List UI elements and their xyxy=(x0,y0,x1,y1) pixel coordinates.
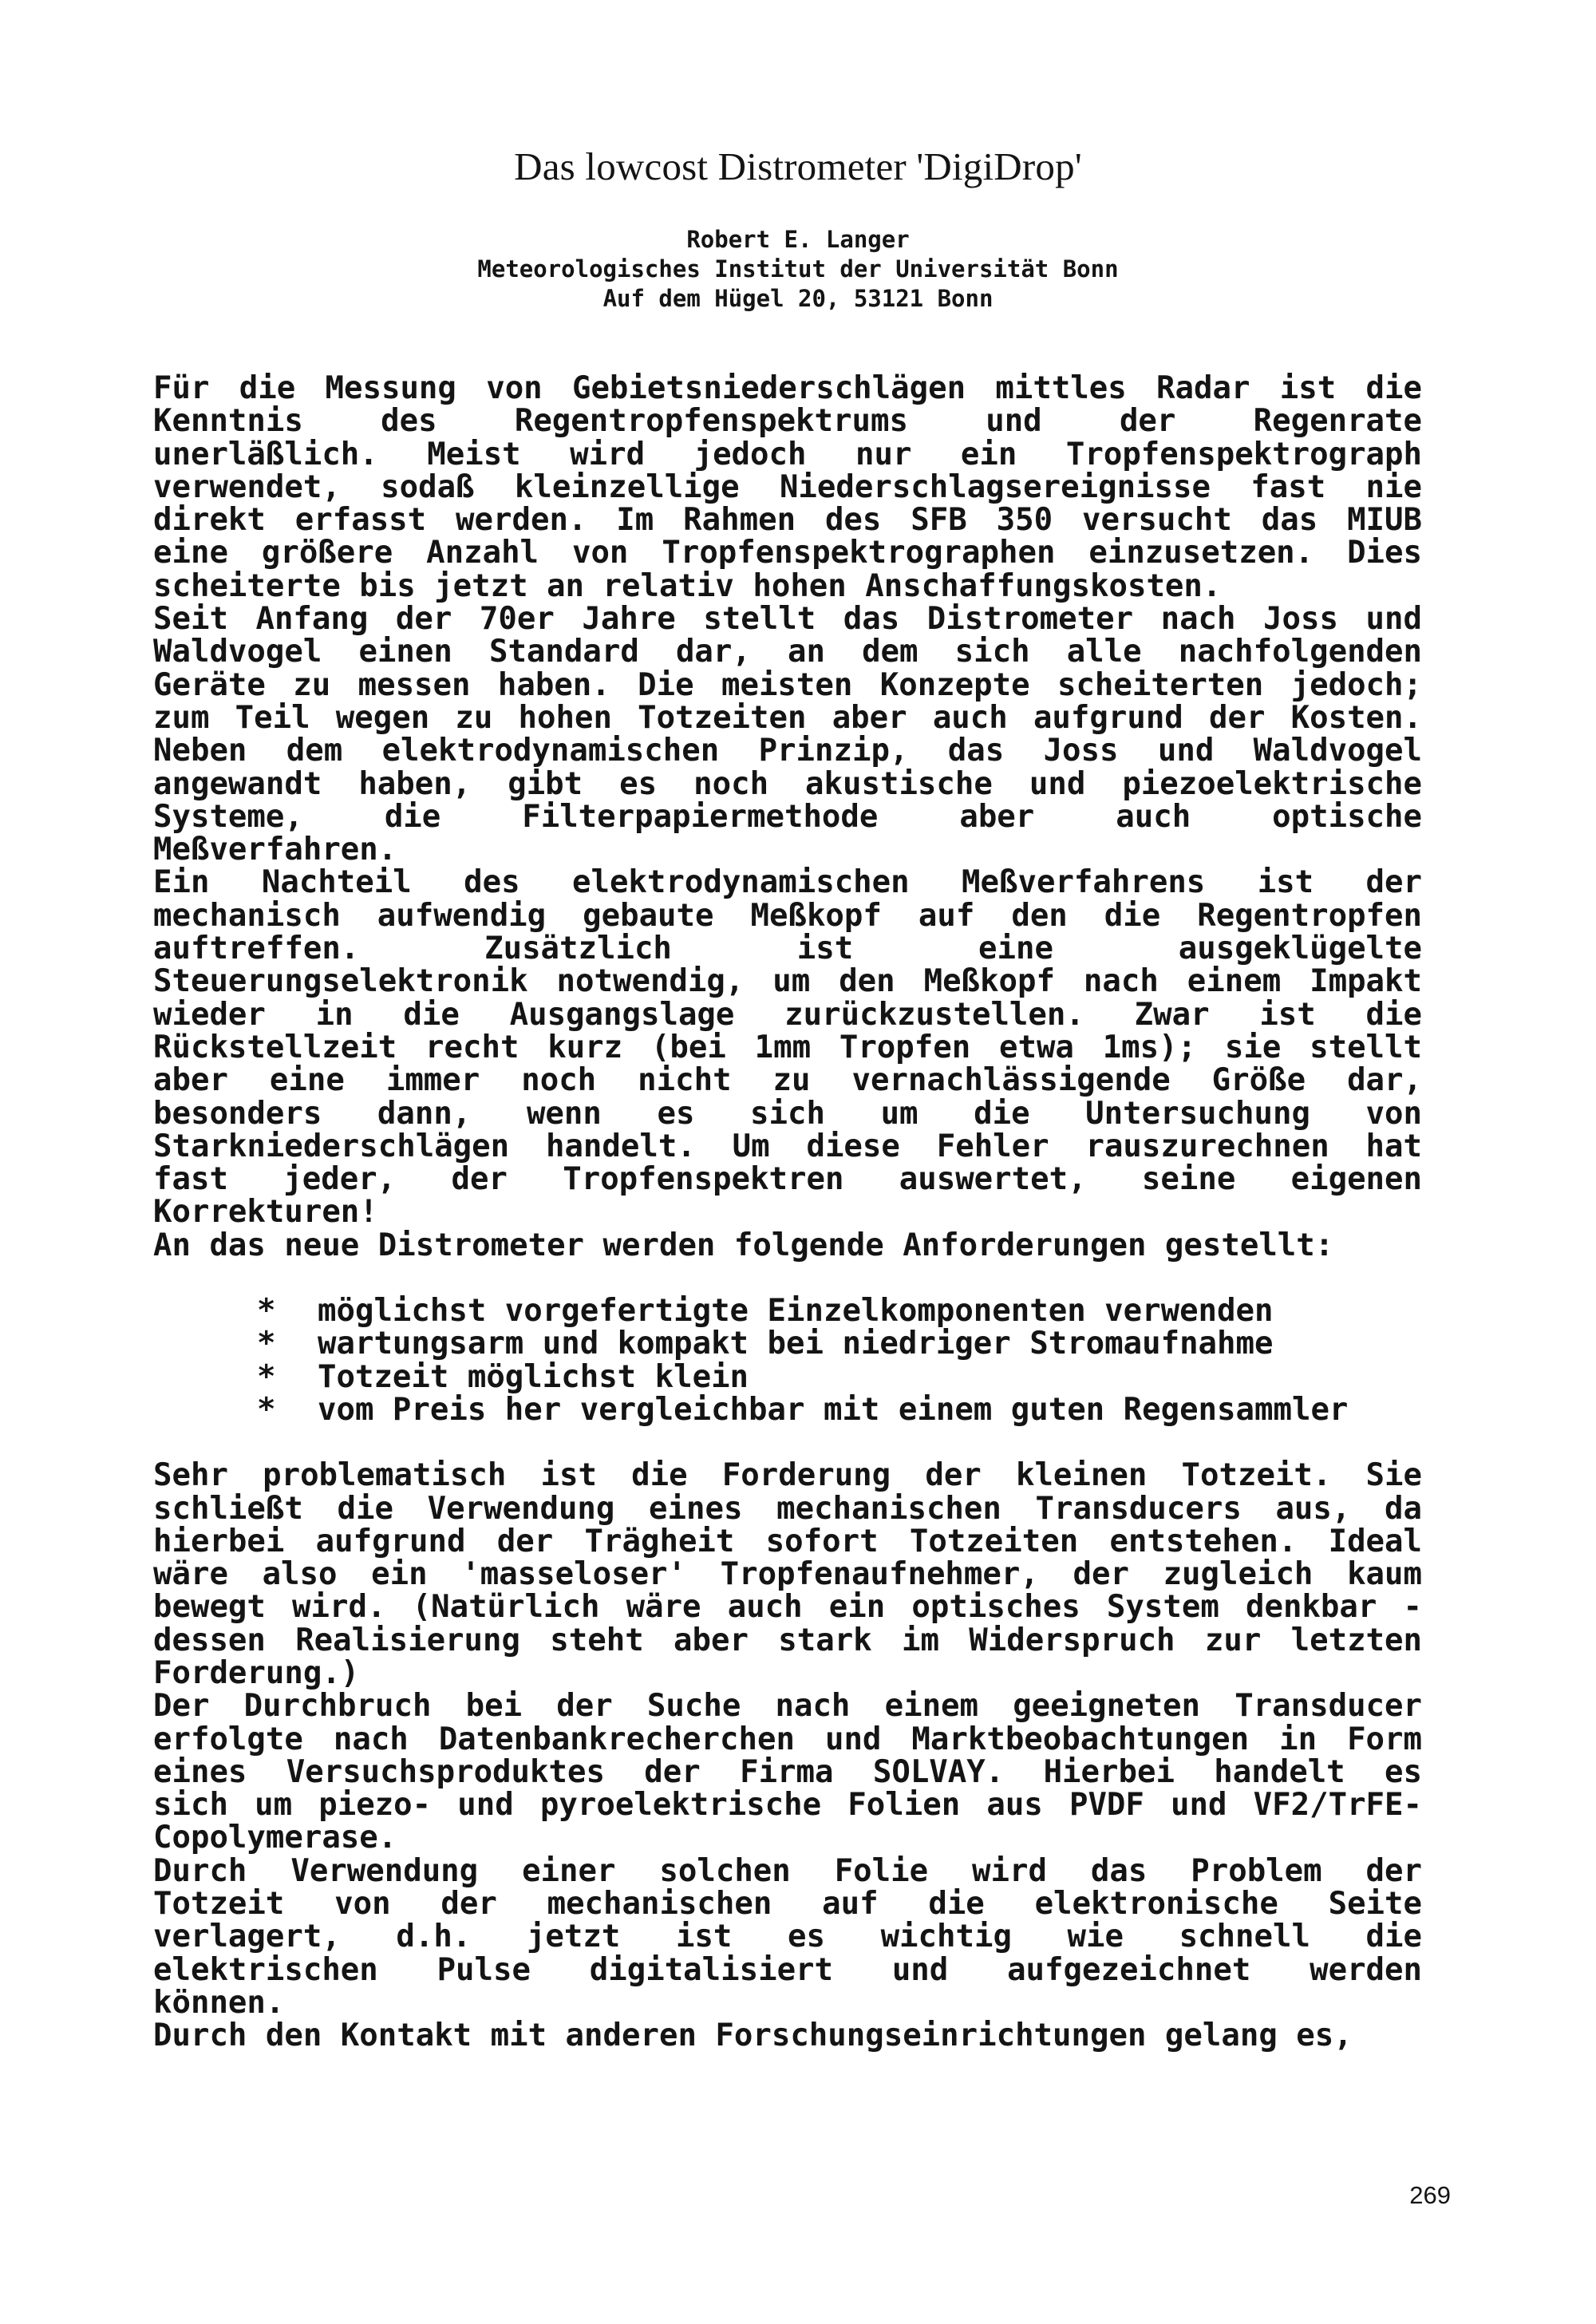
list-item-text: wartungsarm und kompakt bei niedriger Stromaufnahme xyxy=(318,1326,1274,1362)
body-paragraph xyxy=(153,2019,1422,2052)
text-line: schließt die Verwendung eines mechanischen Transducers aus, da xyxy=(153,1490,1422,1527)
text-line: auftreffen. Zusätzlich ist eine ausgeklügelte xyxy=(153,931,1422,967)
text-line: fast jeder, der Tropfenspektren auswertet, seine eigenen xyxy=(153,1161,1422,1198)
text-line: verlagert, d.h. jetzt ist es wichtig wie schnell die xyxy=(153,1919,1422,1955)
text-line: eine größere Anzahl von Tropfenspektrographen einzusetzen. Dies xyxy=(153,535,1422,571)
list-item xyxy=(153,1358,1422,1395)
text-line: Korrekturen! xyxy=(153,1194,378,1231)
text-line: Systeme, die Filterpapiermethode aber auch optische xyxy=(153,798,1422,835)
text-line: unerläßlich. Meist wird jedoch nur ein Tropfenspektrograph xyxy=(153,436,1422,472)
author-name: Robert E. Langer xyxy=(686,226,910,253)
text-line: direkt erfasst werden. Im Rahmen des SFB 350 versucht das MIUB xyxy=(153,502,1422,539)
text-line: besonders dann, wenn es sich um die Untersuchung von xyxy=(153,1095,1422,1132)
requirements-list xyxy=(153,1294,1422,1426)
list-item xyxy=(153,1393,1422,1426)
page-number: 269 xyxy=(1409,2181,1451,2209)
text-line: Geräte zu messen haben. Die meisten Konzepte scheiterten jedoch; xyxy=(153,666,1422,703)
text-line: eines Versuchsproduktes der Firma SOLVAY. Hierbei handelt es xyxy=(153,1753,1422,1790)
author-address: Auf dem Hügel 20, 53121 Bonn xyxy=(602,285,994,312)
body-paragraph xyxy=(153,1852,1422,2021)
text-line: zum Teil wegen zu hohen Totzeiten aber auch aufgrund der Kosten. xyxy=(153,699,1422,736)
text-line: Durch Verwendung einer solchen Folie wird das Problem der xyxy=(153,1852,1422,1889)
text-line: Starkniederschlägen handelt. Um diese Fehler rauszurechnen hat xyxy=(153,1128,1422,1164)
list-item xyxy=(153,1293,1422,1330)
text-line: können. xyxy=(153,1984,285,2021)
text-line: Neben dem elektrodynamischen Prinzip, das Joss und Waldvogel xyxy=(153,733,1422,769)
list-item xyxy=(153,1327,1422,1360)
body-paragraph xyxy=(153,1459,1422,1690)
bullet-marker: * xyxy=(257,1391,276,1428)
body-paragraph xyxy=(153,864,1422,1231)
bullet-marker: * xyxy=(257,1293,276,1330)
text-line: erfolgte nach Datenbankrecherchen und Marktbeobachtungen in Form xyxy=(153,1721,1422,1757)
text-line: mechanisch aufwendig gebaute Meßkopf auf den die Regentropfen xyxy=(153,897,1422,934)
text-line: scheiterte bis jetzt an relativ hohen Anschaffungskosten. xyxy=(153,567,1222,604)
text-line: Sehr problematisch ist die Forderung der kleinen Totzeit. Sie xyxy=(153,1457,1422,1494)
text-line: Meßverfahren. xyxy=(153,832,397,868)
list-item-text: vom Preis her vergleichbar mit einem guten Regensammler xyxy=(318,1391,1349,1428)
bullet-marker: * xyxy=(257,1358,276,1395)
author-institute: Meteorologisches Institut der Universität Bonn xyxy=(477,255,1119,283)
paper-title: Das lowcost Distrometer 'DigiDrop' xyxy=(514,144,1082,188)
body-paragraph xyxy=(153,372,1422,603)
text-line: dessen Realisierung steht aber stark im Widerspruch zur letzten xyxy=(153,1622,1422,1658)
text-line: elektrischen Pulse digitalisiert und aufgezeichnet werden xyxy=(153,1951,1422,1988)
body-paragraph xyxy=(153,1229,1422,1262)
text-line: Der Durchbruch bei der Suche nach einem geeigneten Transducer xyxy=(153,1688,1422,1725)
text-line: Durch den Kontakt mit anderen Forschungseinrichtungen gelang es, xyxy=(153,2018,1353,2054)
text-line: Steuerungselektronik notwendig, um den Meßkopf nach einem Impakt xyxy=(153,963,1422,1000)
text-line: sich um piezo- und pyroelektrische Folien aus PVDF und VF2/TrFE- xyxy=(153,1787,1422,1824)
author-block xyxy=(0,225,1596,314)
text-line: Totzeit von der mechanischen auf die elektronische Seite xyxy=(153,1886,1422,1923)
list-item-text: Totzeit möglichst klein xyxy=(318,1358,749,1395)
text-line: wieder in die Ausgangslage zurückzustellen. Zwar ist die xyxy=(153,996,1422,1033)
text-line: angewandt haben, gibt es noch akustische und piezoelektrische xyxy=(153,765,1422,802)
body-paragraph xyxy=(153,603,1422,866)
text-line: Copolymerase. xyxy=(153,1820,397,1856)
text-line: Waldvogel einen Standard dar, an dem sich alle nachfolgenden xyxy=(153,634,1422,670)
text-line: Für die Messung von Gebietsniederschlägen mittles Radar ist die xyxy=(153,370,1422,406)
bullet-marker: * xyxy=(257,1326,276,1362)
list-item-text: möglichst vorgefertigte Einzelkomponenten verwenden xyxy=(318,1293,1274,1330)
text-line: An das neue Distrometer werden folgende Anforderungen gestellt: xyxy=(153,1227,1334,1263)
text-line: wäre also ein 'masseloser' Tropfenaufnehmer, der zugleich kaum xyxy=(153,1556,1422,1593)
text-line: Rückstellzeit recht kurz (bei 1mm Tropfen etwa 1ms); sie stellt xyxy=(153,1029,1422,1065)
body-text xyxy=(153,372,1422,2053)
body-paragraph xyxy=(153,1690,1422,1854)
paragraphs-before-list xyxy=(153,372,1422,1262)
paragraphs-after-list xyxy=(153,1459,1422,2052)
text-line: Ein Nachteil des elektrodynamischen Meßverfahrens ist der xyxy=(153,864,1422,901)
text-line: aber eine immer noch nicht zu vernachlässigende Größe dar, xyxy=(153,1062,1422,1099)
text-line: bewegt wird. (Natürlich wäre auch ein optisches System denkbar - xyxy=(153,1589,1422,1626)
text-line: hierbei aufgrund der Trägheit sofort Totzeiten entstehen. Ideal xyxy=(153,1523,1422,1559)
text-line: Seit Anfang der 70er Jahre stellt das Distrometer nach Joss und xyxy=(153,601,1422,638)
text-line: Kenntnis des Regentropfenspektrums und der Regenrate xyxy=(153,403,1422,440)
text-line: Forderung.) xyxy=(153,1654,360,1691)
text-line: verwendet, sodaß kleinzellige Niederschlagsereignisse fast nie xyxy=(153,468,1422,505)
